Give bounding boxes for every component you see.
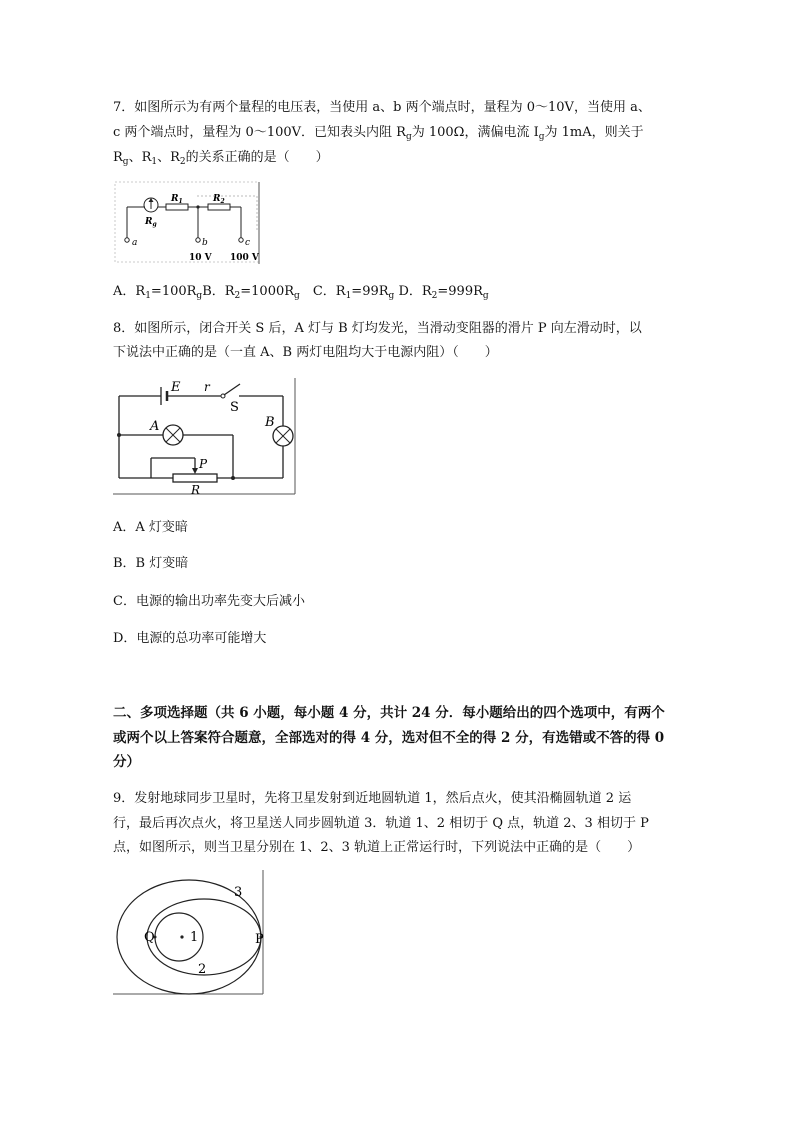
- section2-heading-line1: 二、多项选择题（共 6 小题，每小题 4 分，共计 24 分．每小题给出的四个选项中，有两个: [113, 705, 665, 721]
- svg-text:10 V: 10 V: [189, 253, 212, 263]
- svg-text:B: B: [265, 415, 275, 430]
- q7-stem-line2: c 两个端点时，量程为 0～100V．已知表头内阻 $R_g$为 100Ω，满偏电流 $I_g$为 1mA，则关于: [113, 125, 644, 142]
- q8-option-a: A．A 灯变暗: [113, 520, 188, 535]
- terminal-c-icon: [239, 238, 243, 242]
- svg-text:a: a: [132, 238, 138, 248]
- svg-text:c: c: [245, 238, 251, 248]
- q8-option-b: B．B 灯变暗: [113, 556, 189, 571]
- q8-option-d: D．电源的总功率可能增大: [113, 631, 267, 646]
- svg-text:3: 3: [234, 885, 243, 900]
- resistor-r2-icon: [208, 204, 230, 210]
- q9-orbit-figure: [113, 870, 273, 998]
- q7-stem-line3: $R_g$、$R_1$、$R_2$的关系正确的是（ ）: [113, 150, 329, 167]
- svg-text:Rg: $R_g$: [145, 217, 157, 228]
- svg-text:2: 2: [198, 962, 207, 977]
- q9-stem-line3: 点，如图所示，则当卫星分别在 1、2、3 轨道上正常运行时，下列说法中正确的是（ ）: [113, 840, 641, 855]
- q8-circuit-figure: [113, 378, 297, 496]
- svg-text:R1: $R_1$: [171, 194, 183, 205]
- svg-text:b: b: [202, 238, 208, 248]
- svg-text:R2: $R_2$: [213, 194, 225, 205]
- svg-text:P: P: [255, 932, 264, 947]
- svg-text:R: R: [191, 483, 201, 496]
- earth-dot-icon: [180, 935, 183, 938]
- q7-options: A．$R_1=100R_gB$．$R_2=1000R_g$ C．$R_1=99R_g$ D．$R_2=999R_g$: [113, 284, 489, 301]
- q7-stem-line1: 7．如图所示为有两个量程的电压表，当使用 a、b 两个端点时，量程为 0～10V，当使用 a、: [113, 100, 651, 115]
- section2-heading-line2: 或两个以上答案符合题意，全部选对的得 4 分，选对但不全的得 2 分，有选错或不答的得 0: [113, 730, 665, 746]
- terminal-b-icon: [196, 238, 200, 242]
- svg-text:S: S: [230, 400, 239, 415]
- svg-text:A: A: [150, 419, 160, 434]
- svg-text:Q: Q: [144, 930, 155, 945]
- section2-heading-line3: 分）: [113, 754, 140, 770]
- q9-stem-line1: 9．发射地球同步卫星时，先将卫星发射到近地圆轨道 1，然后点火，使其沿椭圆轨道 2 运: [113, 791, 632, 806]
- svg-text:100 V: 100 V: [230, 253, 259, 263]
- svg-text:r: r: [204, 380, 210, 394]
- svg-text:P: P: [199, 457, 208, 471]
- rheostat-icon: [173, 474, 217, 482]
- svg-text:E: E: [171, 380, 181, 395]
- q9-stem-line2: 行，最后再次点火，将卫星送人同步圆轨道 3．轨道 1、2 相切于 Q 点，轨道 2、3 相切于 P: [113, 816, 649, 831]
- slider-p-icon: [192, 468, 198, 474]
- svg-text:1: 1: [190, 930, 199, 945]
- q8-stem-line2: 下说法中正确的是（一直 A、B 两灯电阻均大于电源内阻）（ ）: [113, 345, 498, 360]
- terminal-a-icon: [125, 238, 129, 242]
- q7-voltmeter-figure: [113, 180, 263, 266]
- q8-option-c: C．电源的输出功率先变大后减小: [113, 594, 305, 609]
- q8-stem-line1: 8．如图所示，闭合开关 S 后，A 灯与 B 灯均发光，当滑动变阻器的滑片 P 向左滑动时，以: [113, 321, 642, 336]
- resistor-r1-icon: [166, 204, 188, 210]
